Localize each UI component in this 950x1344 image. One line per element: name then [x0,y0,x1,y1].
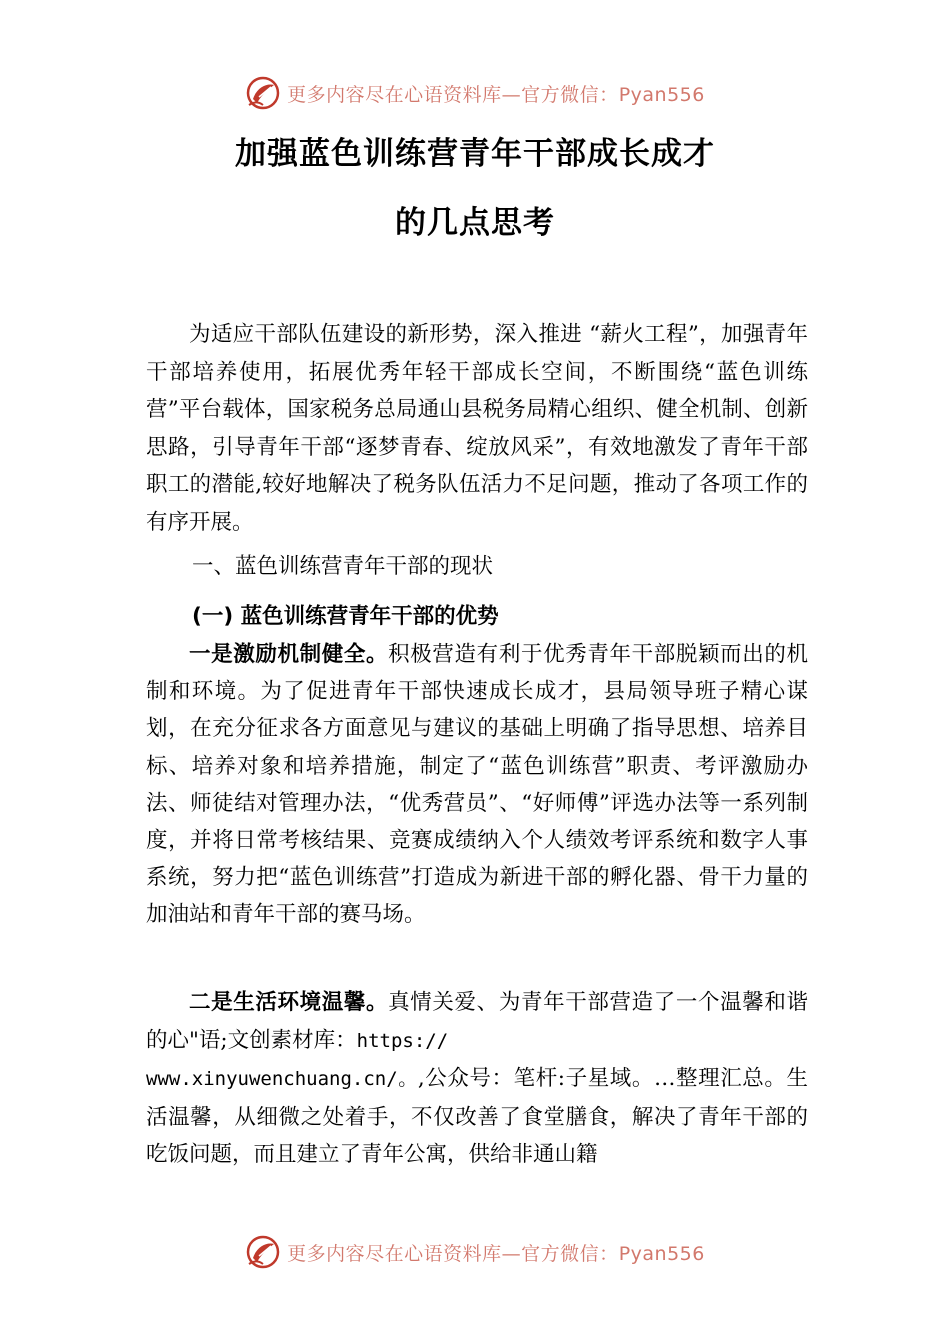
point2-lead: 二是生活环境温馨。 [189,990,389,1015]
document-title-line2: 的几点思考 [395,205,555,241]
point1-lead: 一是激励机制健全。 [189,642,389,667]
section-heading: 一、蓝色训练营青年干部的现状 [192,554,494,579]
point2-body-a: 真情关爱、为青年干部营造了一个温馨和谐的心"语;文创素材库： [146,990,808,1053]
point2-paragraph [146,984,808,1174]
point2-body-b: ,公众号：笔杆:子星域。…整理汇总。生活温馨，从细微之处着手，不仅改善了食堂膳食，解决了青年干部的吃饭问题，而且建立了青年公寓，供给非通山籍 [146,1066,808,1167]
brand-logo-icon [245,1234,281,1270]
banner-text: 更多内容尽在心语资料库—官方微信：Pyan556 [287,1242,705,1265]
subsection-heading: (一) 蓝色训练营青年干部的优势 [192,604,499,629]
header-banner [0,73,950,113]
document-title-line1: 加强蓝色训练营青年干部成长成才 [235,136,715,172]
point2-url-a: https:// [356,1029,449,1052]
intro-paragraph: 为适应干部队伍建设的新形势，深入推进 “薪火工程”，加强青年干部培养使用，拓展优秀年轻干部成长空间，不断围绕“蓝色训练营”平台载体，国家税务总局通山县税务局精心组织、健全机制、创新思路，引导青年干部“逐梦青春、绽放风采”，有效地激发了青年干部职工的潜能,较好地解决了税务队伍活力不足问题，推动了各项工作的有序开展。 [146,322,808,535]
point1-paragraph [146,636,808,934]
banner-text: 更多内容尽在心语资料库—官方微信：Pyan556 [287,83,705,106]
point2-url-b: www.xinyuwenchuang.cn/。 [146,1068,418,1090]
point1-body: 积极营造有利于优秀青年干部脱颖而出的机制和环境。为了促进青年干部快速成长成才，县局领导班子精心谋划，在充分征求各方面意见与建议的基础上明确了指导思想、培养目标、培养对象和培养措施，制定了“蓝色训练营”职责、考评激励办法、师徒结对管理办法，“优秀营员”、“好师傅”评选办法等一系列制度，并将日常考核结果、竞赛成绩纳入个人绩效考评系统和数字人事系统，努力把“蓝色训练营”打造成为新进干部的孵化器、骨干力量的加油站和青年干部的赛马场。 [146,642,808,928]
footer-banner [0,1232,950,1272]
brand-logo-icon [245,75,281,111]
